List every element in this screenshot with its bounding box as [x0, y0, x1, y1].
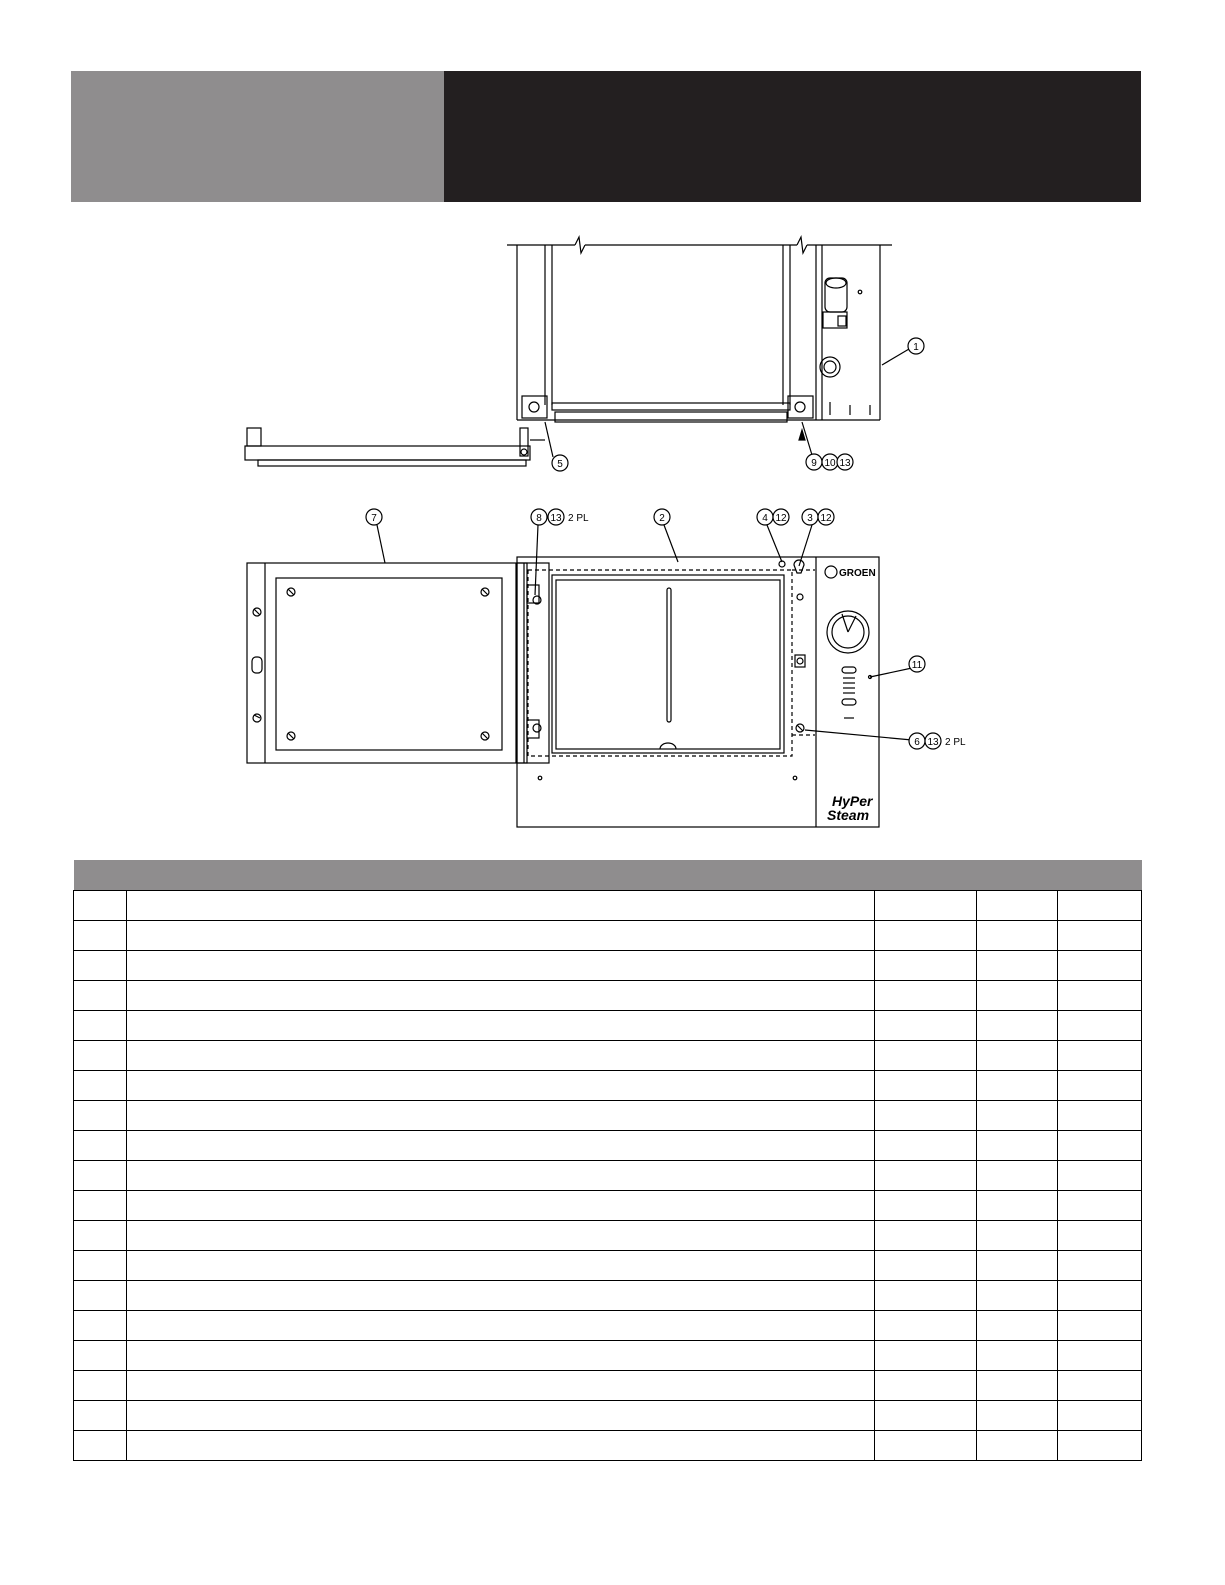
- svg-text:HyPer: HyPer: [832, 793, 873, 809]
- table-cell: [1057, 1071, 1141, 1101]
- table-cell: [127, 1161, 875, 1191]
- parts-table-header: [74, 860, 1142, 891]
- table-cell: [976, 1281, 1057, 1311]
- callout-13-c: 13: [927, 737, 939, 748]
- callout-7: 7: [371, 513, 377, 524]
- table-cell: [127, 1191, 875, 1221]
- table-cell: [127, 1251, 875, 1281]
- callout-3: 3: [807, 513, 813, 524]
- table-cell: [1057, 1101, 1141, 1131]
- table-cell: [976, 1161, 1057, 1191]
- table-cell: [874, 1281, 976, 1311]
- table-row: [74, 1221, 1142, 1251]
- table-cell: [976, 891, 1057, 921]
- table-cell: [874, 1221, 976, 1251]
- table-cell: [976, 1341, 1057, 1371]
- table-cell: [127, 1431, 875, 1461]
- table-cell: [127, 1131, 875, 1161]
- callout-11: 11: [911, 660, 923, 671]
- table-cell: [1057, 1011, 1141, 1041]
- table-cell: [976, 1041, 1057, 1071]
- table-cell: [874, 1401, 976, 1431]
- table-cell: [1057, 1131, 1141, 1161]
- table-row: [74, 1161, 1142, 1191]
- table-cell: [976, 921, 1057, 951]
- table-row: [74, 1071, 1142, 1101]
- table-cell: [74, 1401, 127, 1431]
- callout-5: 5: [557, 459, 563, 470]
- table-row: [74, 1251, 1142, 1281]
- table-row: [74, 891, 1142, 921]
- svg-text:Steam: Steam: [827, 807, 870, 823]
- callout-12-a: 12: [775, 513, 787, 524]
- table-cell: [127, 1281, 875, 1311]
- table-cell: [1057, 1221, 1141, 1251]
- table-cell: [976, 1431, 1057, 1461]
- table-cell: [874, 1311, 976, 1341]
- table-cell: [1057, 951, 1141, 981]
- table-row: [74, 981, 1142, 1011]
- table-cell: [74, 1161, 127, 1191]
- table-cell: [874, 1011, 976, 1041]
- header-band-right: [444, 71, 1141, 202]
- table-cell: [874, 1101, 976, 1131]
- callout-8: 8: [536, 513, 542, 524]
- table-row: [74, 1191, 1142, 1221]
- table-cell: [74, 1221, 127, 1251]
- table-cell: [1057, 981, 1141, 1011]
- table-cell: [1057, 891, 1141, 921]
- table-cell: [74, 921, 127, 951]
- table-cell: [976, 1371, 1057, 1401]
- table-row: [74, 1101, 1142, 1131]
- table-cell: [1057, 1311, 1141, 1341]
- table-cell: [874, 1161, 976, 1191]
- svg-text:GROEN: GROEN: [839, 568, 876, 579]
- table-row: [74, 1041, 1142, 1071]
- table-cell: [874, 981, 976, 1011]
- callout-4: 4: [762, 513, 768, 524]
- table-cell: [74, 1281, 127, 1311]
- table-cell: [1057, 1371, 1141, 1401]
- table-cell: [874, 1341, 976, 1371]
- table-cell: [74, 891, 127, 921]
- table-row: [74, 1281, 1142, 1311]
- table-cell: [1057, 1341, 1141, 1371]
- note-2pl-b: 2 PL: [945, 737, 966, 748]
- parts-exploded-drawing: [0, 230, 1225, 840]
- table-cell: [874, 891, 976, 921]
- callout-10: 10: [824, 458, 836, 469]
- table-cell: [74, 951, 127, 981]
- table-cell: [127, 1401, 875, 1431]
- table-cell: [874, 1191, 976, 1221]
- table-cell: [127, 921, 875, 951]
- table-cell: [1057, 1401, 1141, 1431]
- table-cell: [1057, 1161, 1141, 1191]
- table-cell: [874, 1131, 976, 1161]
- table-cell: [74, 981, 127, 1011]
- table-cell: [74, 1071, 127, 1101]
- callout-13-a: 13: [839, 458, 851, 469]
- table-cell: [127, 1011, 875, 1041]
- table-cell: [976, 1221, 1057, 1251]
- table-cell: [74, 1191, 127, 1221]
- table-cell: [874, 1431, 976, 1461]
- table-cell: [874, 1041, 976, 1071]
- table-cell: [74, 1311, 127, 1341]
- table-cell: [74, 1101, 127, 1131]
- callout-2: 2: [659, 513, 665, 524]
- table-cell: [976, 1191, 1057, 1221]
- table-cell: [74, 1131, 127, 1161]
- table-cell: [74, 1041, 127, 1071]
- table-cell: [74, 1371, 127, 1401]
- table-cell: [976, 1101, 1057, 1131]
- table-cell: [874, 921, 976, 951]
- table-cell: [1057, 1191, 1141, 1221]
- table-cell: [127, 951, 875, 981]
- note-2pl-a: 2 PL: [568, 513, 589, 524]
- table-cell: [74, 1431, 127, 1461]
- table-row: [74, 1311, 1142, 1341]
- table-cell: [976, 1011, 1057, 1041]
- table-cell: [127, 1041, 875, 1071]
- table-cell: [976, 1311, 1057, 1341]
- callout-13-b: 13: [550, 513, 562, 524]
- table-cell: [874, 1251, 976, 1281]
- table-cell: [127, 1221, 875, 1251]
- callout-1: 1: [913, 342, 919, 353]
- table-row: [74, 1431, 1142, 1461]
- table-row: [74, 1131, 1142, 1161]
- table-cell: [1057, 921, 1141, 951]
- table-cell: [1057, 1431, 1141, 1461]
- table-cell: [74, 1251, 127, 1281]
- table-cell: [127, 1101, 875, 1131]
- table-row: [74, 921, 1142, 951]
- table-cell: [74, 1341, 127, 1371]
- table-cell: [1057, 1041, 1141, 1071]
- table-cell: [74, 1011, 127, 1041]
- table-cell: [1057, 1251, 1141, 1281]
- table-cell: [127, 981, 875, 1011]
- callout-9: 9: [811, 458, 817, 469]
- table-cell: [874, 1071, 976, 1101]
- table-cell: [874, 951, 976, 981]
- table-cell: [976, 981, 1057, 1011]
- table-cell: [976, 1251, 1057, 1281]
- table-cell: [976, 1401, 1057, 1431]
- table-cell: [976, 951, 1057, 981]
- brand-logo: [827, 568, 876, 823]
- table-cell: [127, 1371, 875, 1401]
- table-cell: [127, 1341, 875, 1371]
- table-cell: [976, 1071, 1057, 1101]
- table-row: [74, 1011, 1142, 1041]
- table-cell: [127, 1311, 875, 1341]
- table-cell: [1057, 1281, 1141, 1311]
- table-row: [74, 1401, 1142, 1431]
- header-band-left: [71, 71, 444, 202]
- table-row: [74, 951, 1142, 981]
- table-row: [74, 1371, 1142, 1401]
- parts-list-table: [73, 860, 1142, 1461]
- table-row: [74, 1341, 1142, 1371]
- table-cell: [127, 891, 875, 921]
- callout-6: 6: [914, 737, 920, 748]
- table-cell: [874, 1371, 976, 1401]
- callout-12-b: 12: [820, 513, 832, 524]
- table-cell: [127, 1071, 875, 1101]
- table-cell: [976, 1131, 1057, 1161]
